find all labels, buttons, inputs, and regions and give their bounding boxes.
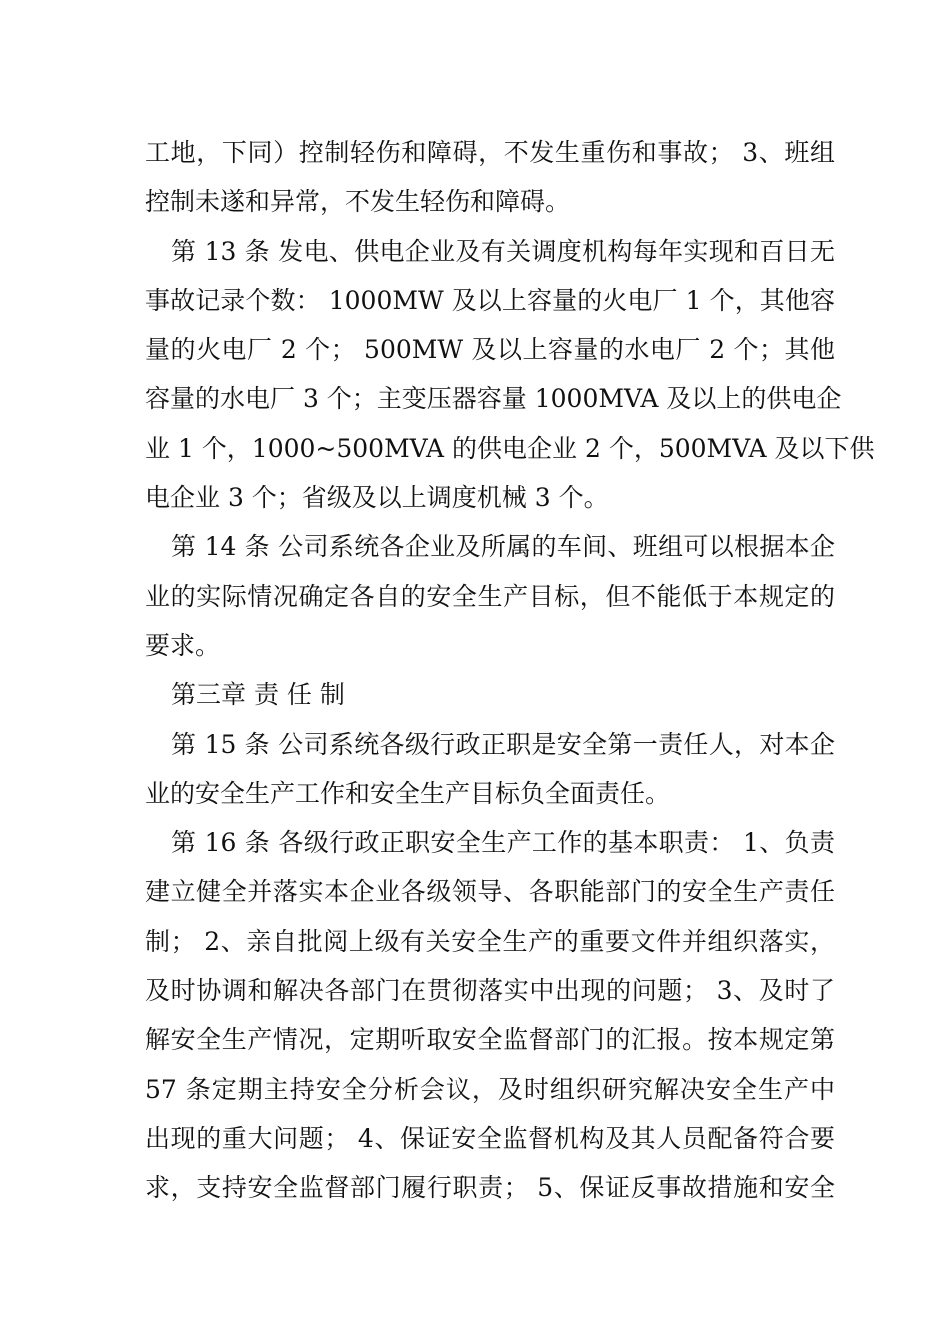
chapter-heading: 第三章 责 任 制: [171, 680, 345, 710]
text-line: 业的实际情况确定各自的安全生产目标，但不能低于本规定的: [145, 581, 835, 611]
document-body: [145, 128, 875, 1213]
text-line: 量的火电厂 2 个； 500MW 及以上容量的水电厂 2 个；其他: [145, 335, 835, 365]
article-13-heading-line: 第 13 条 发电、供电企业及有关调度机构每年实现和百日无: [171, 236, 835, 266]
text-line: 解安全生产情况，定期听取安全监督部门的汇报。按本规定第: [145, 1025, 835, 1055]
text-line: 控制未遂和异常，不发生轻伤和障碍。: [145, 187, 571, 217]
text-line: 及时协调和解决各部门在贯彻落实中出现的问题； 3、及时了: [145, 976, 835, 1006]
text-line: 工地，下同）控制轻伤和障碍，不发生重伤和事故； 3、班组: [145, 138, 835, 167]
text-line: 要求。: [145, 630, 221, 660]
text-line: 业 1 个，1000~500MVA 的供电企业 2 个，500MVA 及以下供: [145, 433, 875, 463]
text-line: 事故记录个数： 1000MW 及以上容量的火电厂 1 个，其他容: [145, 285, 835, 315]
text-line: 出现的重大问题； 4、保证安全监督机构及其人员配备符合要: [145, 1123, 835, 1153]
article-14-heading-line: 第 14 条 公司系统各企业及所属的车间、班组可以根据本企: [171, 532, 835, 562]
article-16-heading-line: 第 16 条 各级行政正职安全生产工作的基本职责： 1、负责: [171, 828, 835, 858]
text-line: 容量的水电厂 3 个；主变压器容量 1000MVA 及以上的供电企: [145, 384, 842, 414]
text-line: 求，支持安全监督部门履行职责； 5、保证反事故措施和安全: [145, 1173, 835, 1203]
text-line: 建立健全并落实本企业各级领导、各职能部门的安全生产责任: [145, 877, 835, 907]
text-line: 57 条定期主持安全分析会议，及时组织研究解决安全生产中: [145, 1074, 835, 1104]
text-line: 制； 2、亲自批阅上级有关安全生产的重要文件并组织落实，: [145, 926, 835, 956]
text-line: 业的安全生产工作和安全生产目标负全面责任。: [145, 778, 671, 808]
article-15-heading-line: 第 15 条 公司系统各级行政正职是安全第一责任人，对本企: [171, 729, 835, 759]
text-line: 电企业 3 个；省级及以上调度机械 3 个。: [145, 483, 609, 513]
